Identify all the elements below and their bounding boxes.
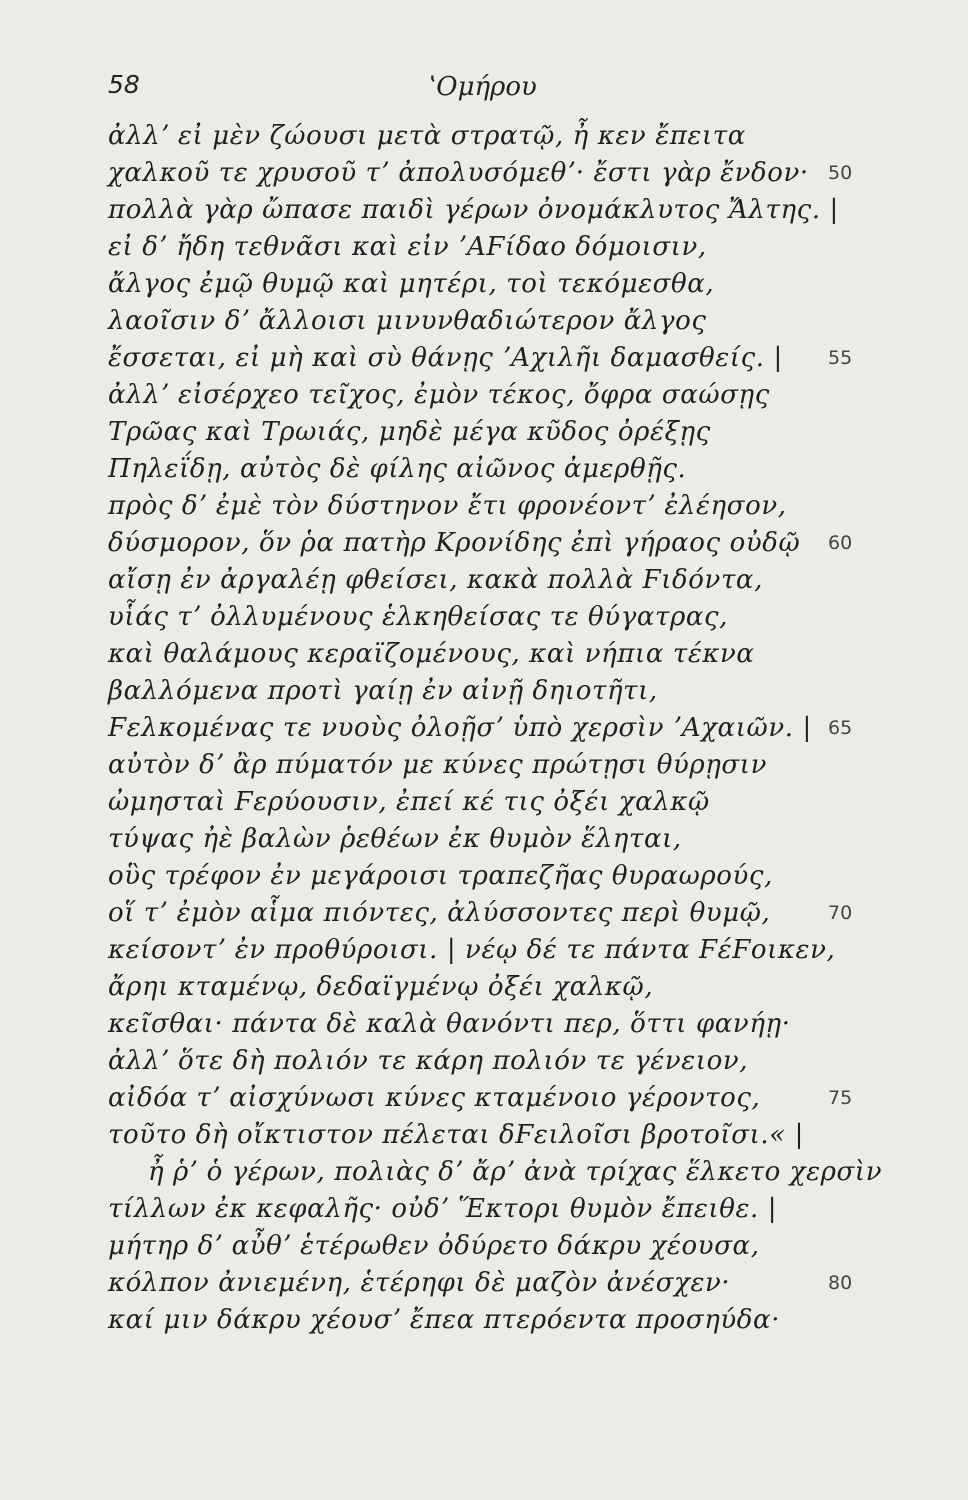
verse-line <box>0 1302 968 1339</box>
verse-line <box>0 895 968 932</box>
verse-text: ἄλγος ἐμῷ θυμῷ καὶ μητέρι, τοὶ τεκόμεσθα, <box>108 269 715 299</box>
verse-line <box>0 340 968 377</box>
verse-text: κείσοντʼ ἐν προθύροισι. | νέῳ δέ τε πάντα ϜέϜοικεν, <box>108 935 836 965</box>
verse-line <box>0 1191 968 1228</box>
verse-text: χαλκοῦ τε χρυσοῦ τʼ ἀπολυσόμεθʼ· ἔστι γὰρ ἔνδον· <box>108 158 809 188</box>
verse-text: καί μιν δάκρυ χέουσʼ ἔπεα πτερόεντα προσηύδα· <box>108 1305 781 1335</box>
verse-line <box>0 710 968 747</box>
verse-line <box>0 562 968 599</box>
verse-text: ἀλλʼ ὅτε δὴ πολιόν τε κάρη πολιόν τε γένειον, <box>108 1046 749 1076</box>
verse-line <box>0 969 968 1006</box>
verse-line <box>0 1265 968 1302</box>
verse-line <box>0 1154 968 1191</box>
verse-line <box>0 155 968 192</box>
verse-line <box>0 192 968 229</box>
verse-text: κεῖσθαι· πάντα δὲ καλὰ θανόντι περ, ὅττι φανήῃ· <box>108 1009 791 1039</box>
verse-text: εἰ δʼ ἤδη τεθνᾶσι καὶ εἰν ʼΑϜίδαο δόμοισιν, <box>108 232 707 262</box>
verse-text: υἷάς τʼ ὀλλυμένους ἑλκηθείσας τε θύγατρας, <box>108 602 729 632</box>
verse-text: ἀλλʼ εἰσέρχεο τεῖχος, ἐμὸν τέκος, ὄφρα σαώσῃς <box>108 380 770 410</box>
verse-text: ἔσσεται, εἰ μὴ καὶ σὺ θάνῃς ʼΑχιλῆι δαμασθείς. | <box>108 343 783 373</box>
line-number: 60 <box>828 532 853 554</box>
verse-line <box>0 1080 968 1117</box>
verse-line <box>0 118 968 155</box>
verse-text: τοῦτο δὴ οἴκτιστον πέλεται δϜειλοῖσι βροτοῖσι.« | <box>108 1120 804 1150</box>
verse-block <box>0 118 968 1339</box>
verse-line <box>0 1117 968 1154</box>
verse-text: Πηλεΐδῃ, αὐτὸς δὲ φίλης αἰῶνος ἀμερθῇς. <box>108 454 687 484</box>
verse-text: αἴσῃ ἐν ἀργαλέῃ φθείσει, κακὰ πολλὰ Ϝιδόντα, <box>108 565 763 595</box>
verse-line <box>0 414 968 451</box>
running-head: ʽΟμήρου <box>428 72 537 102</box>
line-number: 65 <box>828 717 853 739</box>
verse-text: τίλλων ἐκ κεφαλῆς· οὐδʼ Ἕκτορι θυμὸν ἔπειθε. | <box>108 1194 778 1224</box>
verse-text: λαοῖσιν δʼ ἄλλοισι μινυνθαδιώτερον ἄλγος <box>108 306 707 336</box>
verse-text: δύσμορον, ὅν ῥα πατὴρ Κρονίδης ἐπὶ γήραος οὐδῷ <box>108 528 801 558</box>
verse-text: βαλλόμενα προτὶ γαίῃ ἐν αἰνῇ δηιοτῆτι, <box>108 676 658 706</box>
verse-text: ἀλλʼ εἰ μὲν ζώουσι μετὰ στρατῷ, ἦ κεν ἔπειτα <box>108 121 746 151</box>
verse-line <box>0 636 968 673</box>
verse-line <box>0 229 968 266</box>
verse-text: Τρῶας καὶ Τρωιάς, μηδὲ μέγα κῦδος ὀρέξῃς <box>108 417 711 447</box>
line-number: 70 <box>828 902 853 924</box>
verse-text: καὶ θαλάμους κεραϊζομένους, καὶ νήπια τέκνα <box>108 639 755 669</box>
verse-line <box>0 303 968 340</box>
verse-text: πρὸς δʼ ἐμὲ τὸν δύστηνον ἔτι φρονέοντʼ ἐλέησον, <box>108 491 787 521</box>
page-number: 58 <box>108 70 140 99</box>
verse-line <box>0 1006 968 1043</box>
verse-text: τύψας ἠὲ βαλὼν ῥεθέων ἐκ θυμὸν ἕληται, <box>108 824 682 854</box>
verse-line <box>0 488 968 525</box>
line-number: 55 <box>828 347 853 369</box>
verse-text: πολλὰ γὰρ ὤπασε παιδὶ γέρων ὀνομάκλυτος Ἄλτης. | <box>108 195 839 225</box>
verse-line <box>0 377 968 414</box>
verse-line <box>0 1228 968 1265</box>
line-number: 50 <box>828 162 853 184</box>
verse-text: ὠμησταὶ Ϝερύουσιν, ἐπεί κέ τις ὀξέι χαλκῷ <box>108 787 710 817</box>
verse-text: ἄρηι κταμένῳ, δεδαϊγμένῳ ὀξέι χαλκῷ, <box>108 972 654 1002</box>
page-header <box>108 70 868 110</box>
verse-line <box>0 1043 968 1080</box>
verse-line <box>0 747 968 784</box>
verse-text: αὐτὸν δʼ ἂρ πύματόν με κύνες πρώτῃσι θύρῃσιν <box>108 750 767 780</box>
verse-line <box>0 858 968 895</box>
verse-line <box>0 932 968 969</box>
verse-text: οἵ τʼ ἐμὸν αἷμα πιόντες, ἀλύσσοντες περὶ θυμῷ, <box>108 898 771 928</box>
verse-line <box>0 821 968 858</box>
line-number: 80 <box>828 1272 853 1294</box>
verse-text: αἰδόα τʼ αἰσχύνωσι κύνες κταμένοιο γέροντος, <box>108 1083 761 1113</box>
verse-line <box>0 525 968 562</box>
verse-text: κόλπον ἀνιεμένη, ἑτέρηφι δὲ μαζὸν ἀνέσχεν· <box>108 1268 731 1298</box>
verse-line <box>0 673 968 710</box>
verse-line <box>0 266 968 303</box>
verse-text: μήτηρ δʼ αὖθʼ ἑτέρωθεν ὀδύρετο δάκρυ χέουσα, <box>108 1231 760 1261</box>
verse-line <box>0 599 968 636</box>
verse-line <box>0 451 968 488</box>
verse-line <box>0 784 968 821</box>
verse-text: οὓς τρέφον ἐν μεγάροισι τραπεζῆας θυραωρούς, <box>108 861 773 891</box>
line-number: 75 <box>828 1087 853 1109</box>
verse-text: Ϝελκομένας τε νυοὺς ὀλοῇσʼ ὑπὸ χερσὶν ʼΑχαιῶν. | <box>108 713 812 743</box>
verse-text: ἦ ῥʼ ὁ γέρων, πολιὰς δʼ ἄρʼ ἀνὰ τρίχας ἕλκετο χερσὶν <box>148 1157 883 1187</box>
